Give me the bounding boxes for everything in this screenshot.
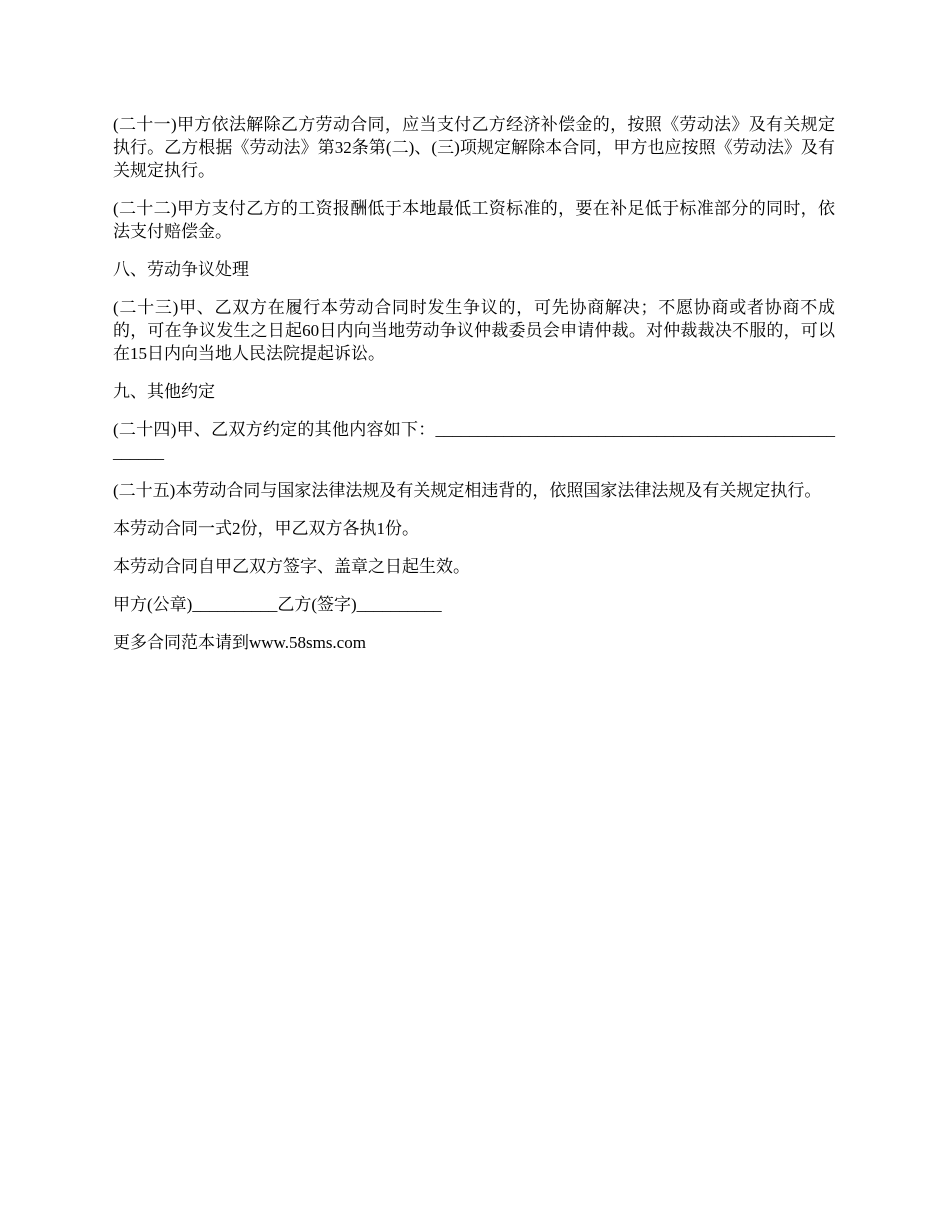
clause-25: (二十五)本劳动合同与国家法律法规及有关规定相违背的，依照国家法律法规及有关规定执行。 <box>113 481 822 500</box>
section-heading-other-agreements: 九、其他约定 <box>113 382 215 401</box>
section-heading-labor-dispute: 八、劳动争议处理 <box>113 260 249 279</box>
more-templates-link-text: 更多合同范本请到www.58sms.com <box>113 633 366 652</box>
clause-23: (二十三)甲、乙双方在履行本劳动合同时发生争议的，可先协商解决；不愿协商或者协商不成的，可在争议发生之日起60日内向当地劳动争议仲裁委员会申请仲裁。对仲裁裁决不服的，可以在15日内向当地人民法院提起诉讼。 <box>113 298 835 363</box>
signature-line: 甲方(公章)__________乙方(签字)__________ <box>113 595 442 614</box>
clause-21: (二十一)甲方依法解除乙方劳动合同，应当支付乙方经济补偿金的，按照《劳动法》及有关规定执行。乙方根据《劳动法》第32条第(二)、(三)项规定解除本合同，甲方也应按照《劳动法》及有关规定执行。 <box>113 115 835 180</box>
effective-statement: 本劳动合同自甲乙双方签字、盖章之日起生效。 <box>113 557 470 576</box>
copies-statement: 本劳动合同一式2份，甲乙双方各执1份。 <box>113 519 419 538</box>
clause-22: (二十二)甲方支付乙方的工资报酬低于本地最低工资标准的，要在补足低于标准部分的同时，依法支付赔偿金。 <box>113 199 835 241</box>
document-body <box>113 113 835 669</box>
clause-24: (二十四)甲、乙双方约定的其他内容如下：_____________________________________________________ <box>113 420 835 462</box>
